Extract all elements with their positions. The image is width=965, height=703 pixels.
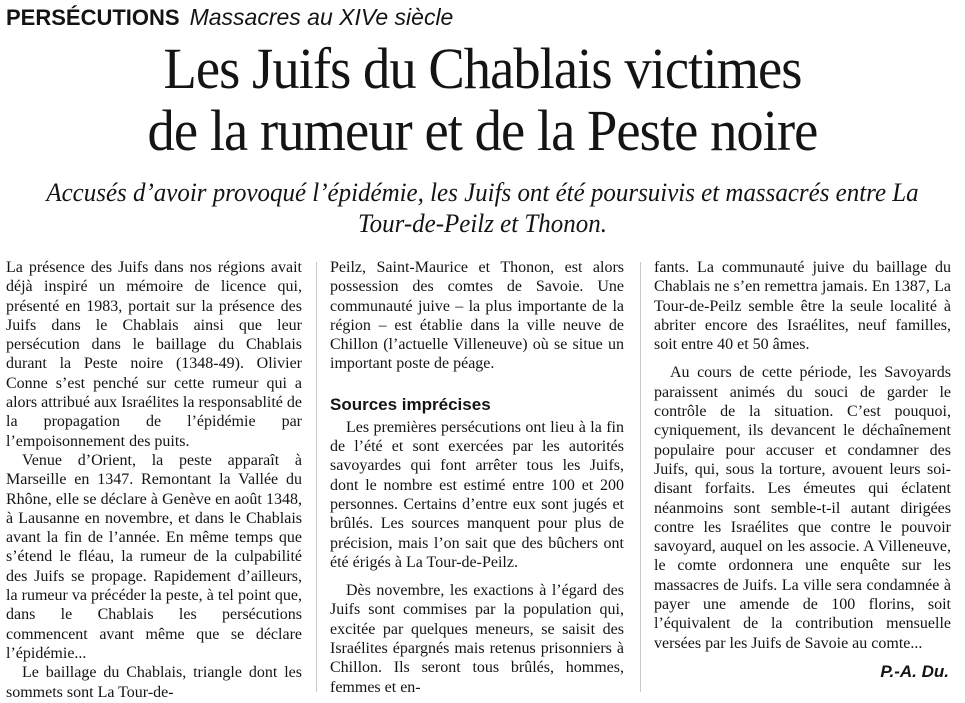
article-column-3 xyxy=(654,258,951,653)
rubric xyxy=(6,1,453,37)
paragraph: Dès novembre, les exactions à l’égard des Juifs sont commises par la population qui, excitée par quelques meneurs, se saisit des Israélites épargnés mais retenus prisonniers à Chillon. Ils seront tous brûlés, hommes, femmes et en- xyxy=(330,582,624,696)
paragraph: fants. La communauté juive du baillage du Chablais ne s’en remettra jamais. En 1387, La Tour-de-Peilz semble être la seule localité à abriter encore des Israélites, neuf familles, soit entre 40 et 50 âmes. xyxy=(654,259,951,354)
paragraph: La présence des Juifs dans nos régions avait déjà inspiré un mémoire de licence qui, présenté en 1983, portait sur la présence des Juifs dans le Chablais ainsi que leur persécution dans le baillage du Chablais durant la Peste noire (1348-49). Olivier Conne s’est penché sur cette rumeur qui a alors attribué aux Israélites la responsablité de la propagation de l’épidémie par l’empoisonnement des puits. xyxy=(6,259,302,450)
article-column-2 xyxy=(330,258,624,697)
section-heading: Sources imprécises xyxy=(330,394,491,414)
column-divider xyxy=(640,262,641,692)
headline-line-1: Les Juifs du Chablais victimes xyxy=(163,36,802,101)
paragraph: Les premières persécutions ont lieu à la fin de l’été et sont exercées par les autorités savoyardes qui font arrêter tous les Juifs, dont le nombre est estimé entre 100 et 200 personnes. Certains d’entre eux sont jugés et brûlés. Les sources manquent pour plus de précision, mais l’on sait que des bûchers ont été érigés à La Tour-de-Peilz. xyxy=(330,418,624,571)
paragraph: Au cours de cette période, les Savoyards paraissent animés du souci de garder le contrôle de la situation. C’est pouquoi, cyniquement, ils devancent le déchaînement populaire pour accuser et condamner des Juifs, qui, sous la torture, avouent leurs soi-disant forfaits. Les émeutes qui éclatent néanmoins sont semble-t-il autant dirigées contre les Israélites que contre le pouvoir savoyard, auquel on les associe. A Villeneuve, le comte ordonnera une enquête sur les massacres de Juifs. La ville sera condamnée à payer une amende de 100 florins, soit l’équivalent de la contribution mensuelle versées par les Juifs de Savoie au comte... xyxy=(654,364,951,652)
author-byline: P.-A. Du. xyxy=(880,662,949,681)
headline xyxy=(29,38,936,162)
column-divider xyxy=(316,262,317,692)
section-topic: Massacres au XIVe siècle xyxy=(189,4,454,30)
paragraph: Venue d’Orient, la peste apparaît à Marseille en 1347. Remontant la Vallée du Rhône, elle se déclare à Genève en août 1348, à Lausanne en novembre, et dans le Chablais avant la fin de l’année. En même temps que s’étend le fléau, la rumeur de la culpabilité des Juifs se propage. Rapidement d’ailleurs, la rumeur va précéder la peste, à tel point que, dans le Chablais les persécutions commencent avant même que se déclare l’épidémie... xyxy=(6,451,302,662)
article-column-1 xyxy=(6,258,302,702)
paragraph: Le baillage du Chablais, triangle dont les sommets sont La Tour-de- xyxy=(6,664,302,701)
subheadline: Accusés d’avoir provoqué l’épidémie, les Juifs ont été poursuivis et massacrés entre La Tour-de-Peilz et Thonon. xyxy=(46,178,919,238)
headline-line-2: de la rumeur et de la Peste noire xyxy=(147,98,818,163)
paragraph: Peilz, Saint-Maurice et Thonon, est alors possession des comtes de Savoie. Une communauté juive – la plus importante de la région – est établie dans la ville neuve de Chillon (l’actuelle Villeneuve) où se situe un important poste de péage. xyxy=(330,259,624,373)
section-kicker: PERSÉCUTIONS xyxy=(6,5,180,30)
